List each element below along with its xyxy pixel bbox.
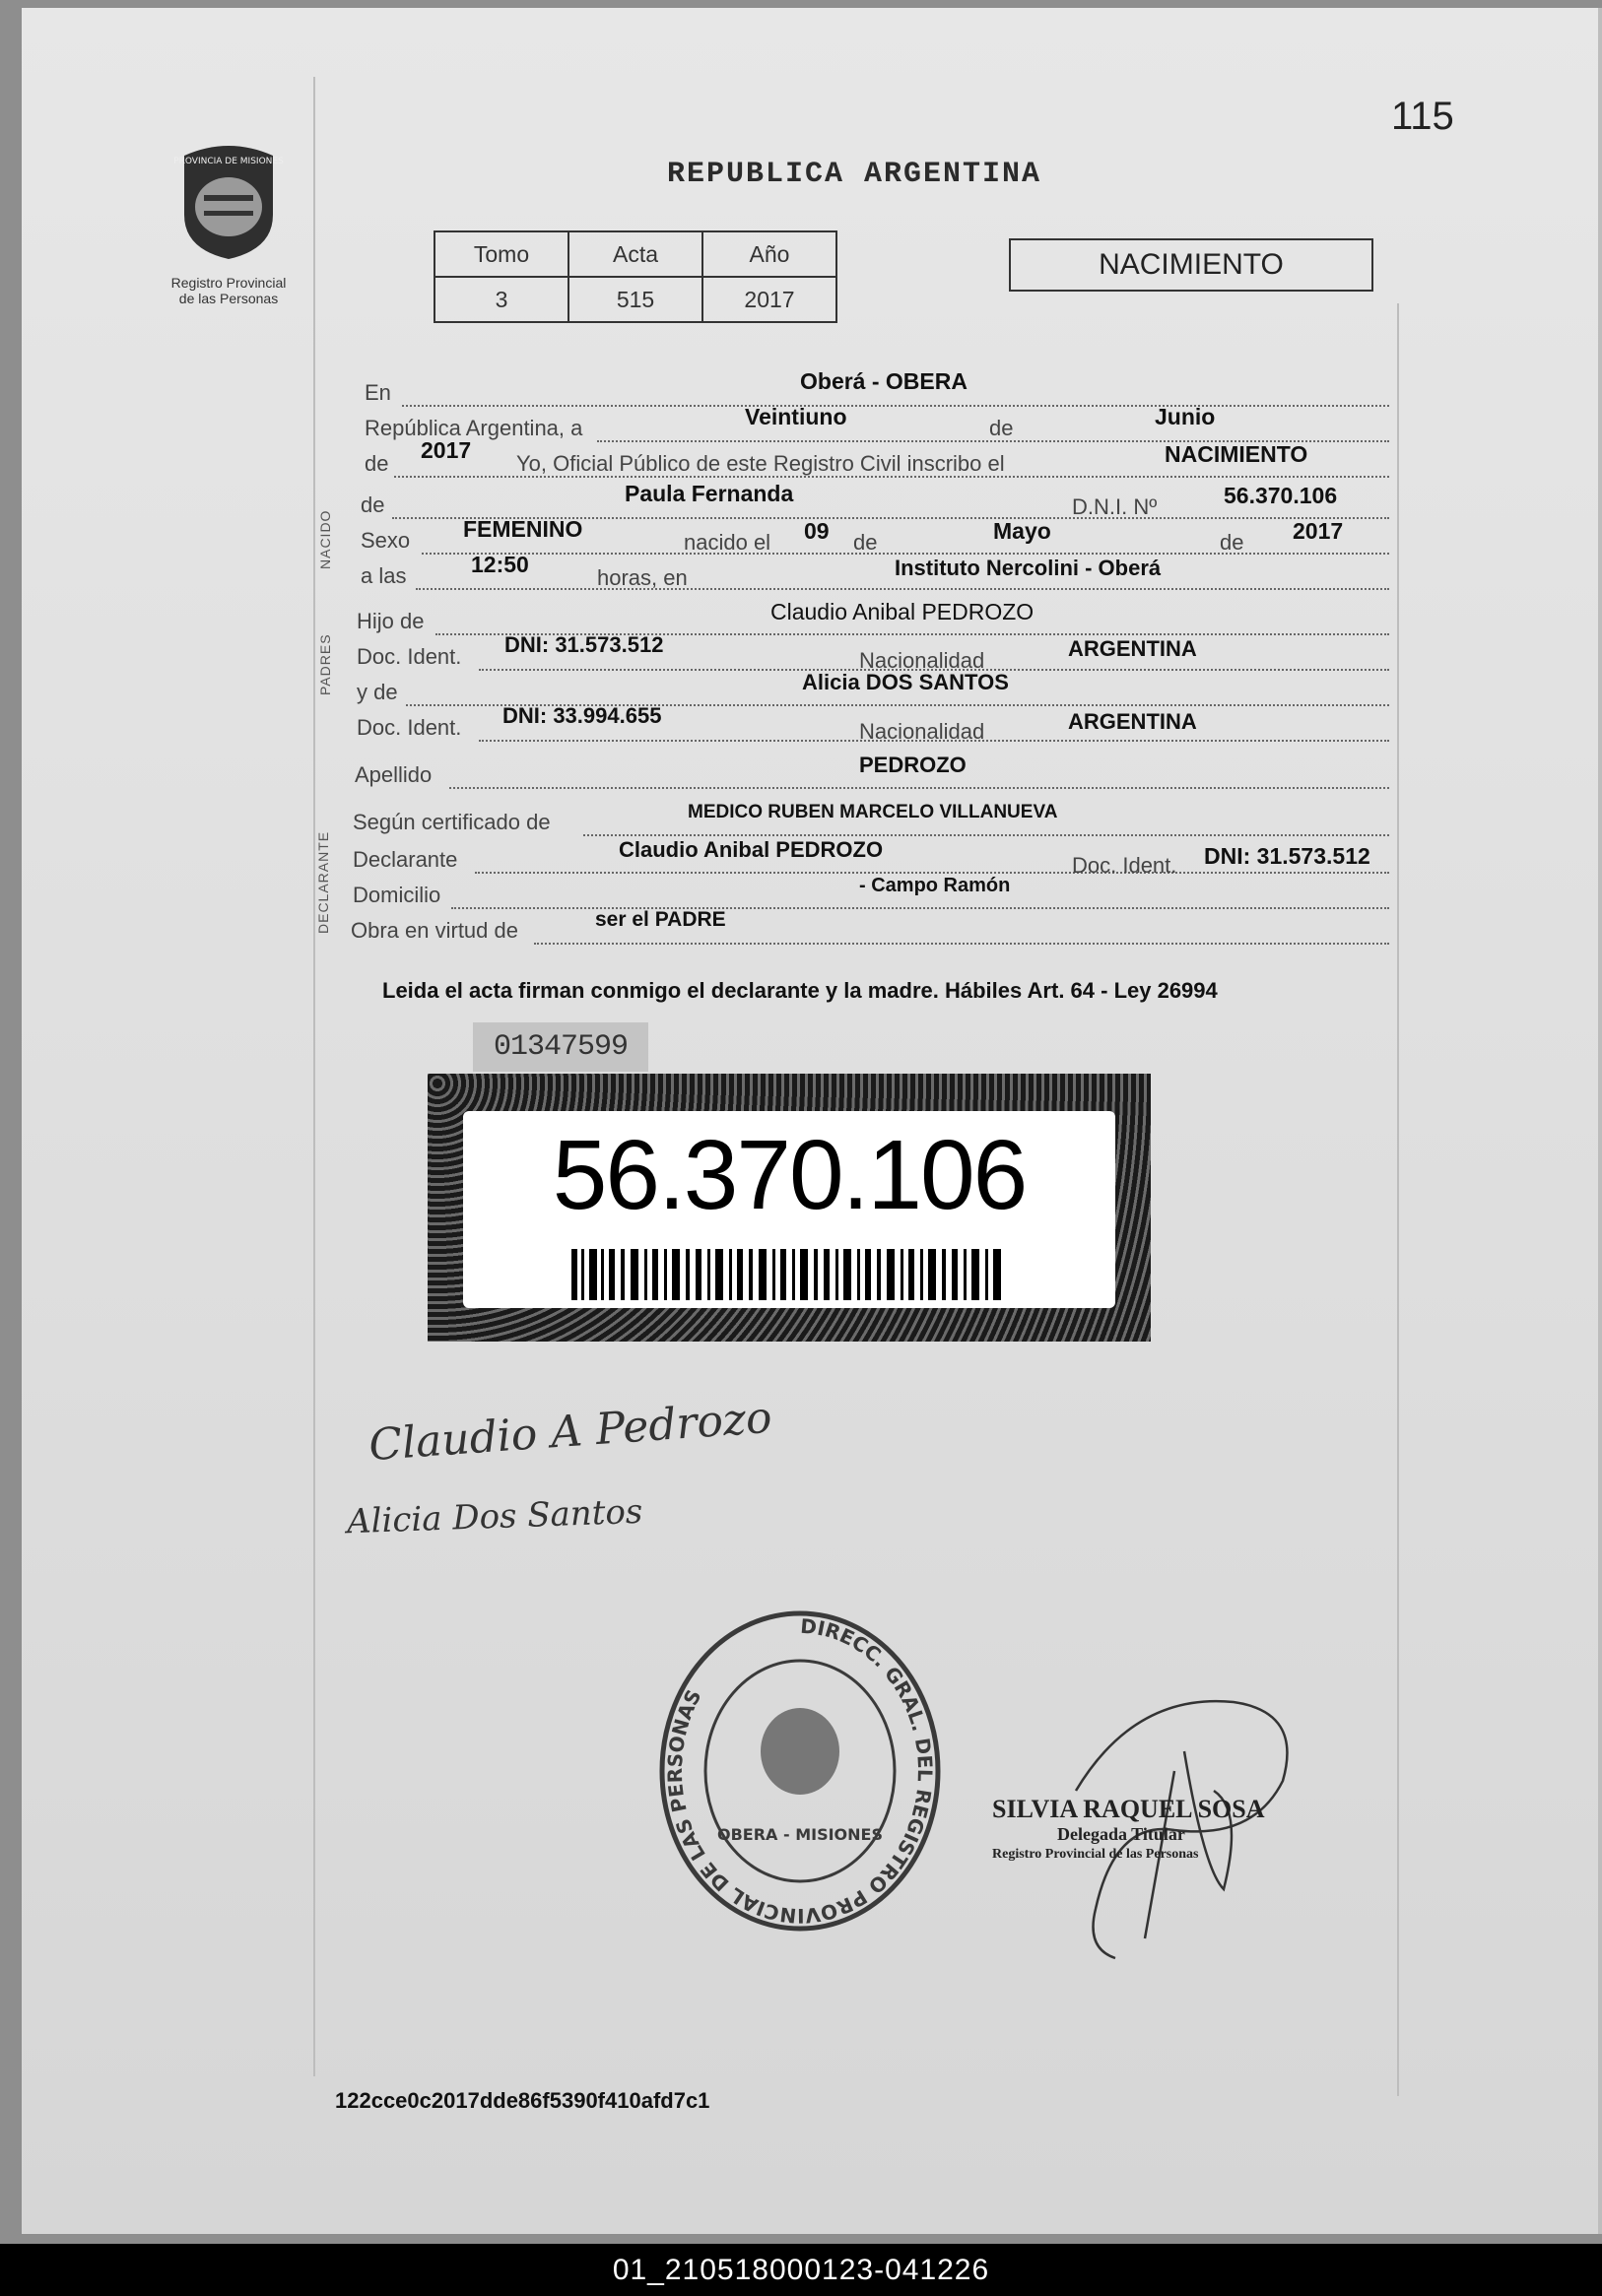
doc-label: Doc. Ident. [357, 644, 462, 669]
sticker-inner [463, 1111, 1115, 1308]
province-shield-icon [165, 136, 293, 264]
official-seal [652, 1604, 948, 1943]
de-label: de [853, 530, 878, 555]
birth-day: 09 [804, 518, 830, 544]
svg-text:PROVINCIA DE MISIONES: PROVINCIA DE MISIONES [173, 157, 284, 166]
father-name: Claudio Anibal PEDROZO [770, 599, 1035, 624]
cert-label: Según certificado de [353, 810, 551, 834]
tomo-value: 3 [434, 277, 568, 322]
obra-label: Obra en virtud de [351, 918, 518, 943]
declarante-doc: DNI: 31.573.512 [1204, 843, 1370, 869]
act-type-value: NACIMIENTO [1165, 441, 1308, 467]
official-role: Delegada Titular [1057, 1824, 1185, 1844]
de-label: de [365, 451, 389, 476]
right-margin-rule [1397, 303, 1399, 2096]
logo-caption [150, 275, 307, 306]
dni-label: D.N.I. Nº [1072, 494, 1158, 519]
svg-text:DIRECC. GRAL. DEL REGISTRO PRO: DIRECC. GRAL. DEL REGISTRO PROVINCIAL DE LAS PERSONAS [662, 1613, 938, 1929]
left-margin-rule [313, 77, 315, 2076]
mother-nationality: ARGENTINA [1068, 709, 1197, 734]
y-de-label: y de [357, 680, 398, 704]
republica-label: República Argentina, a [365, 416, 583, 440]
cert-value: MEDICO RUBEN MARCELO VILLANUEVA [688, 802, 1058, 822]
officer-text: Yo, Oficial Público de este Registro Civil inscribo el [516, 451, 1005, 476]
legal-text: Leida el acta firman conmigo el declarante y la madre. Hábiles Art. 64 - Ley 26994 [382, 978, 1218, 1003]
apellido-value: PEDROZO [859, 753, 967, 777]
child-dni: 56.370.106 [1224, 483, 1338, 508]
birth-month: Mayo [993, 518, 1051, 544]
anio-value: 2017 [702, 277, 836, 322]
father-signature: Claudio A Pedrozo [367, 1392, 774, 1472]
footer-id: 01_210518000123-041226 [0, 2244, 1602, 2296]
acta-value: 515 [568, 277, 702, 322]
de-label: de [989, 416, 1014, 440]
declarante-name: Claudio Anibal PEDROZO [619, 837, 884, 862]
mother-name: Alicia DOS SANTOS [802, 670, 1009, 694]
doc-label: Doc. Ident. [1072, 853, 1177, 878]
de-label: de [361, 492, 385, 517]
father-nationality: ARGENTINA [1068, 636, 1197, 661]
logo-caption-line2: de las Personas [178, 291, 279, 306]
folio-number: 115 [1391, 95, 1454, 138]
barcode-icon [571, 1249, 1005, 1300]
birth-year: 2017 [1293, 518, 1344, 544]
apellido-label: Apellido [355, 762, 433, 787]
birth-place: Instituto Nercolini - Oberá [895, 556, 1162, 580]
id-sticker [428, 1074, 1151, 1342]
doc-label: Doc. Ident. [357, 715, 462, 740]
document-page [22, 8, 1602, 2234]
mother-signature: Alicia Dos Santos [346, 1491, 643, 1542]
month-value: Junio [1155, 404, 1216, 429]
stub-number: 01347599 [473, 1022, 648, 1072]
mother-doc: DNI: 33.994.655 [502, 703, 662, 728]
nacionalidad-label: Nacionalidad [859, 719, 985, 744]
official-block [992, 1795, 1265, 1863]
record-box [434, 230, 837, 323]
day-value: Veintiuno [745, 404, 847, 429]
a-las-label: a las [361, 563, 407, 588]
child-name: Paula Fernanda [625, 481, 794, 506]
svg-text:OBERA - MISIONES: OBERA - MISIONES [716, 1825, 884, 1844]
sticker-number: 56.370.106 [552, 1120, 1027, 1230]
horas-label: horas, en [597, 565, 688, 590]
declarante-label: Declarante [353, 847, 458, 872]
tomo-label: Tomo [434, 231, 568, 277]
place-value: Oberá - OBERA [800, 368, 968, 394]
logo-caption-line1: Registro Provincial [170, 275, 287, 291]
nacido-label: nacido el [684, 530, 771, 555]
nacionalidad-label: Nacionalidad [859, 648, 985, 673]
birth-time: 12:50 [471, 552, 529, 577]
padres-section-tag: PADRES [317, 633, 333, 695]
en-label: En [365, 380, 391, 405]
domicilio-value: - Campo Ramón [859, 875, 1011, 896]
domicilio-label: Domicilio [353, 883, 441, 907]
year-value: 2017 [421, 437, 472, 463]
nacido-section-tag: NACIDO [317, 509, 333, 569]
official-org: Registro Provincial de las Personas [992, 1847, 1199, 1862]
page-title: REPUBLICA ARGENTINA [667, 158, 1042, 191]
anio-label: Año [702, 231, 836, 277]
acta-label: Acta [568, 231, 702, 277]
de-label: de [1220, 530, 1244, 555]
registry-seal-icon [652, 1604, 948, 1938]
sexo-label: Sexo [361, 528, 411, 553]
document-hash: 122cce0c2017dde86f5390f410afd7c1 [335, 2088, 710, 2113]
official-name: SILVIA RAQUEL SOSA [992, 1795, 1265, 1823]
act-type-box: NACIMIENTO [1009, 238, 1373, 292]
registry-logo [150, 136, 307, 333]
obra-value: ser el PADRE [595, 908, 726, 931]
sexo-value: FEMENINO [463, 516, 583, 542]
hijo-label: Hijo de [357, 609, 425, 633]
father-doc: DNI: 31.573.512 [504, 632, 664, 657]
declarante-section-tag: DECLARANTE [315, 830, 331, 934]
